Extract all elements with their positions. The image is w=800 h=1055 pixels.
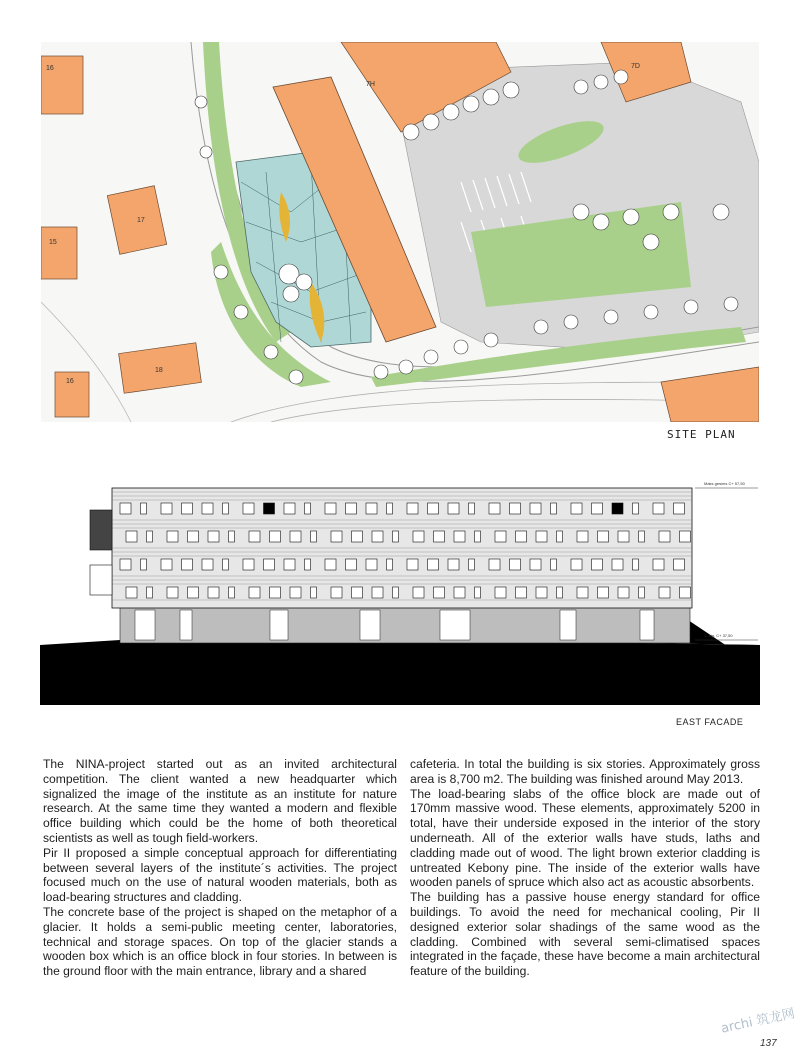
- facade-window: [346, 559, 357, 570]
- facade-window: [167, 531, 178, 542]
- east-facade-drawing: [40, 470, 760, 705]
- facade-window: [530, 559, 541, 570]
- facade-window: [536, 531, 547, 542]
- facade-window: [331, 587, 342, 598]
- article-paragraph: cafeteria. In total the building is six stories. Approximately gross area is 8,700 m2. The building was finished around May 2013.: [410, 757, 760, 786]
- facade-window: [372, 587, 383, 598]
- facade-window: [618, 587, 629, 598]
- facade-window: [413, 531, 424, 542]
- facade-floor-annotation: 1. etg. C+ 37,50: [704, 633, 733, 638]
- facade-window: [680, 587, 691, 598]
- facade-window: [126, 587, 137, 598]
- facade-window: [305, 559, 311, 570]
- facade-window: [653, 559, 664, 570]
- facade-window: [270, 587, 281, 598]
- facade-window: [120, 503, 131, 514]
- facade-window: [188, 587, 199, 598]
- facade-window: [516, 531, 527, 542]
- building-label: 17: [137, 217, 145, 224]
- facade-window: [530, 503, 541, 514]
- facade-window: [639, 531, 645, 542]
- facade-top-annotation: Maks gesims C+ 57,50: [704, 481, 745, 486]
- article-paragraph: The building has a passive house energy standard for office buildings. To avoid the need for mechanical cooling, Pir II designed exterior solar shadings of the same wood as the cladding. Combined with several semi-climatised spaces integrated in the façade, these have become a main architectural feature of the building.: [410, 890, 760, 979]
- facade-window: [182, 503, 193, 514]
- facade-window: [592, 503, 603, 514]
- facade-window: [352, 531, 363, 542]
- facade-window: [311, 587, 317, 598]
- facade-window: [639, 587, 645, 598]
- facade-window: [618, 531, 629, 542]
- facade-window: [536, 587, 547, 598]
- facade-window: [223, 503, 229, 514]
- facade-window: [284, 503, 295, 514]
- article-paragraph: The concrete base of the project is shaped on the metaphor of a glacier. It holds a semi-public meeting center, laboratories, technical and storage spaces. On top of the glacier stands a wooden box which is an office block in four stories. In between is the ground floor with the main entrance, library and a shared: [43, 904, 397, 979]
- building-label: 7H: [366, 81, 375, 88]
- facade-window: [366, 559, 377, 570]
- facade-window: [249, 587, 260, 598]
- facade-window: [413, 587, 424, 598]
- facade-window: [290, 531, 301, 542]
- facade-window: [659, 531, 670, 542]
- facade-window: [434, 531, 445, 542]
- facade-window: [229, 531, 235, 542]
- facade-window: [141, 559, 147, 570]
- article-paragraph: The NINA-project started out as an invited architectural competition. The client wanted a new headquarter which signalized the image of the institute as an institute for nature research. At the same time they wanted a modern and flexible office building which could be the home of both theoretical scientists as well as tough field-workers.: [43, 757, 397, 845]
- facade-window: [577, 531, 588, 542]
- facade-window: [147, 531, 153, 542]
- facade-window: [612, 503, 623, 514]
- facade-window: [659, 587, 670, 598]
- facade-window: [428, 503, 439, 514]
- facade-window: [284, 559, 295, 570]
- facade-window: [325, 503, 336, 514]
- facade-window: [208, 531, 219, 542]
- facade-window: [352, 587, 363, 598]
- facade-window: [551, 559, 557, 570]
- facade-window: [516, 587, 527, 598]
- building-label: 7D: [631, 63, 640, 70]
- facade-window: [469, 503, 475, 514]
- facade-window: [208, 587, 219, 598]
- facade-window: [366, 503, 377, 514]
- facade-window: [161, 503, 172, 514]
- site-plan-caption: SITE PLAN: [667, 428, 736, 441]
- facade-window: [551, 503, 557, 514]
- page-number: 137: [760, 1038, 777, 1049]
- facade-window: [612, 559, 623, 570]
- facade-window: [510, 559, 521, 570]
- facade-window: [264, 503, 275, 514]
- facade-window: [270, 531, 281, 542]
- facade-window: [182, 559, 193, 570]
- facade-window: [264, 559, 275, 570]
- facade-window: [448, 503, 459, 514]
- facade-window: [202, 503, 213, 514]
- facade-window: [290, 587, 301, 598]
- facade-window: [167, 587, 178, 598]
- facade-window: [454, 531, 465, 542]
- facade-window: [633, 503, 639, 514]
- facade-window: [243, 503, 254, 514]
- facade-window: [557, 587, 563, 598]
- facade-window: [489, 559, 500, 570]
- facade-window: [325, 559, 336, 570]
- facade-window: [393, 531, 399, 542]
- building-label: 15: [49, 239, 57, 246]
- facade-window: [557, 531, 563, 542]
- facade-window: [249, 531, 260, 542]
- facade-window: [372, 531, 383, 542]
- facade-window: [407, 559, 418, 570]
- facade-window: [577, 587, 588, 598]
- facade-window: [469, 559, 475, 570]
- building-label: 16: [66, 378, 74, 385]
- facade-window: [346, 503, 357, 514]
- facade-window: [120, 559, 131, 570]
- facade-window: [393, 587, 399, 598]
- facade-window: [489, 503, 500, 514]
- facade-window: [653, 503, 664, 514]
- facade-window: [674, 559, 685, 570]
- facade-window: [311, 531, 317, 542]
- facade-window: [510, 503, 521, 514]
- facade-window: [243, 559, 254, 570]
- facade-window: [571, 503, 582, 514]
- facade-window: [495, 587, 506, 598]
- east-facade-caption: EAST FACADE: [676, 717, 744, 727]
- facade-window: [454, 587, 465, 598]
- facade-window: [141, 503, 147, 514]
- facade-window: [331, 531, 342, 542]
- facade-window: [680, 531, 691, 542]
- facade-window: [495, 531, 506, 542]
- facade-window: [598, 531, 609, 542]
- facade-window: [428, 559, 439, 570]
- facade-window: [387, 559, 393, 570]
- facade-window: [223, 559, 229, 570]
- facade-window: [126, 531, 137, 542]
- facade-window: [202, 559, 213, 570]
- site-plan-drawing: [41, 42, 759, 422]
- facade-window: [188, 531, 199, 542]
- article-column-right: [410, 757, 760, 979]
- watermark: archi 筑龙网: [719, 1006, 797, 1037]
- facade-window: [448, 559, 459, 570]
- facade-window: [147, 587, 153, 598]
- building-label: 16: [46, 65, 54, 72]
- article-column-left: [43, 757, 397, 979]
- facade-window: [407, 503, 418, 514]
- facade-window: [674, 503, 685, 514]
- facade-window: [387, 503, 393, 514]
- article-paragraph: The load-bearing slabs of the office block are made out of 170mm massive wood. These elements, approximately 5200 in total, have their underside exposed in the interior of the story underneath. All of the exterior walls have studs, laths and cladding made out of wood. The light brown exterior cladding is untreated Kebony pine. The inside of the exterior walls have wooden panels of spruce which also act as acoustic absorbents.: [410, 786, 760, 890]
- facade-window: [571, 559, 582, 570]
- facade-window: [475, 531, 481, 542]
- facade-window: [305, 503, 311, 514]
- facade-window: [633, 559, 639, 570]
- facade-window: [598, 587, 609, 598]
- building-label: 18: [155, 367, 163, 374]
- facade-window: [229, 587, 235, 598]
- article-paragraph: Pir II proposed a simple conceptual approach for differentiating between several layers of the institute´s activities. The project focused much on the use of natural wooden materials, both as load-bearing structures and cladding.: [43, 845, 397, 905]
- facade-window: [434, 587, 445, 598]
- facade-window: [161, 559, 172, 570]
- facade-window: [592, 559, 603, 570]
- facade-window: [475, 587, 481, 598]
